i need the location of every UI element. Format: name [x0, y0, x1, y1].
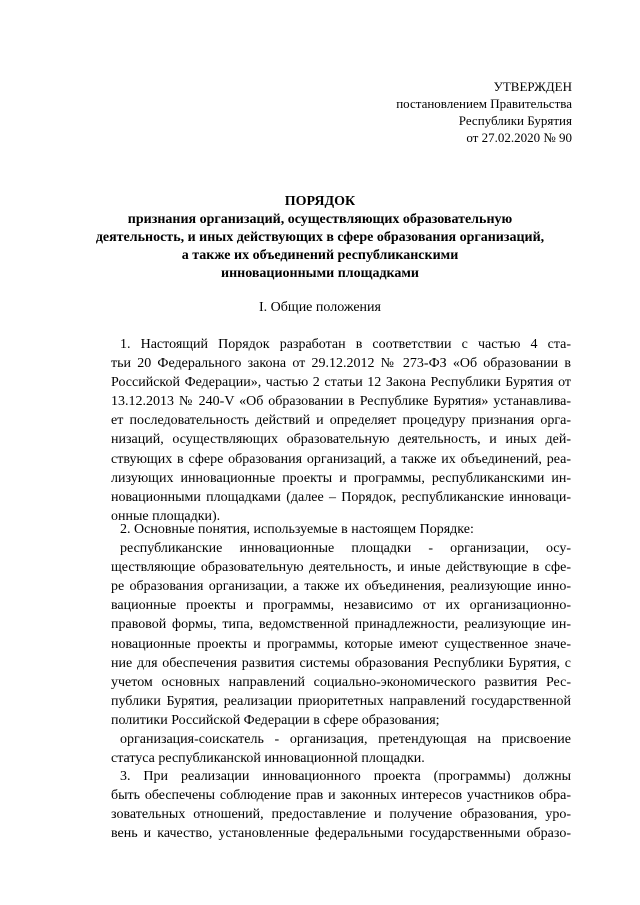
- paragraph-line: вень и качество, установленные федеральными государственными образо-: [111, 826, 571, 842]
- paragraph-line: зовательных отношений, предоставление и получение образования, уро-: [111, 807, 571, 823]
- paragraph-line: новационными площадками (далее – Порядок, республиканские инноваци-: [111, 489, 571, 505]
- paragraph-line: лизующих инновационные проекты и программы, республиканскими ин-: [111, 470, 571, 486]
- paragraph-line: ние для обеспечения развития системы образования Республики Бурятия, с: [111, 655, 571, 671]
- title-line: а также их объединений республиканскими: [181, 248, 459, 263]
- paragraph-line: ре образования организации, а также их объединения, реализующие инно-: [111, 579, 571, 595]
- paragraph-line: Российской Федерации», частью 2 статьи 12 Закона Республики Бурятия от: [111, 375, 571, 391]
- paragraph-line: 13.12.2013 № 240-V «Об образовании в Республике Бурятия» устанавлива-: [111, 394, 571, 410]
- title-line: деятельность, и иных действующих в сфере образования организаций,: [95, 230, 545, 245]
- paragraph-line: учетом основных направлений социально-экономического развития Рес-: [111, 674, 571, 690]
- paragraph-line: ет последовательность действий и определяет процедуру признания орга-: [111, 413, 571, 429]
- paragraph-3: [111, 767, 571, 843]
- paragraph-line: низаций, осуществляющих образовательную деятельность, и иных дей-: [111, 432, 571, 448]
- paragraph-line: ществляющие образовательную деятельность, и иные действующие в сфе-: [111, 560, 571, 576]
- paragraph-line: статуса республиканской инновационной площадки.: [111, 751, 425, 767]
- paragraph-line: политики Российской Федерации в сфере образования;: [111, 712, 440, 728]
- document-title: [50, 193, 590, 283]
- paragraph-line: республиканские инновационные площадки - организации, осу-: [120, 541, 571, 557]
- paragraph-1: [111, 335, 571, 526]
- approval-heading: УТВЕРЖДЕН: [493, 79, 572, 94]
- paragraph-line: 1. Настоящий Порядок разработан в соответствии с частью 4 ста-: [120, 337, 571, 352]
- paragraph-2: [111, 520, 571, 768]
- paragraph-line: онные площадки).: [111, 508, 221, 524]
- paragraph-line: новационные проекты и программы, которые имеют существенное значе-: [111, 636, 571, 652]
- paragraph-line: быть обеспечены соблюдение прав и законных интересов участников обра-: [111, 788, 571, 804]
- approval-line: постановлением Правительства: [396, 96, 572, 111]
- paragraph-line: ствующих в сфере образования организаций, а также их объединений, реа-: [111, 451, 571, 467]
- paragraph-line: 2. Основные понятия, используемые в настоящем Порядке:: [120, 522, 474, 537]
- paragraph-line: вационные проекты и программы, независимо от их организационно-: [111, 598, 571, 614]
- paragraph-line: тьи 20 Федерального закона от 29.12.2012 № 273-ФЗ «Об образовании в: [111, 356, 571, 372]
- approval-date-number: от 27.02.2020 № 90: [466, 130, 572, 145]
- paragraph-line: 3. При реализации инновационного проекта (программы) должны: [120, 769, 571, 784]
- paragraph-line: правовой формы, типа, ведомственной принадлежности, реализующие ин-: [111, 617, 571, 633]
- title-line: ПОРЯДОК: [284, 194, 356, 209]
- title-line: признания организаций, осуществляющих образовательную: [127, 212, 513, 227]
- title-line: инновационными площадками: [221, 266, 419, 281]
- approval-line: Республики Бурятия: [458, 113, 572, 128]
- approval-stamp: [396, 78, 572, 146]
- paragraph-line: публики Бурятия, реализации приоритетных направлений государственной: [111, 693, 571, 709]
- paragraph-line: организация-соискатель - организация, претендующая на присвоение: [120, 732, 571, 748]
- section-heading: I. Общие положения: [259, 300, 381, 315]
